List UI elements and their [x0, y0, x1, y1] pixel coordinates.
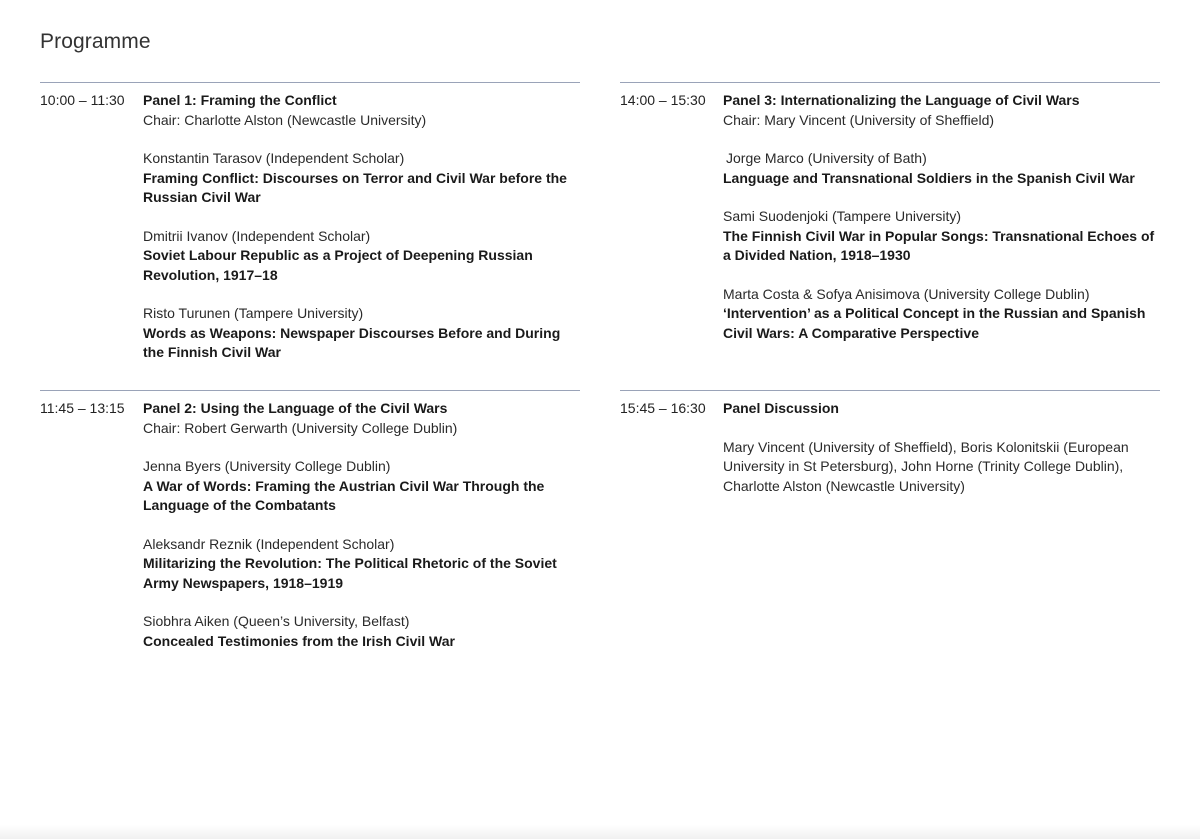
panel-chair: Chair: Charlotte Alston (Newcastle University) — [143, 111, 427, 128]
talk-item — [723, 285, 1163, 344]
session-time: 11:45 – 13:15 — [40, 400, 125, 416]
panel-title: Panel 3: Internationalizing the Language of Civil Wars — [723, 92, 1080, 108]
talk-title: Concealed Testimonies from the Irish Civil War — [143, 632, 455, 649]
panel-chair: Chair: Mary Vincent (University of Sheffield) — [723, 111, 995, 128]
page-bottom-edge — [0, 825, 1200, 839]
session-time: 15:45 – 16:30 — [620, 400, 706, 416]
session-content — [143, 399, 583, 651]
talk-title: Soviet Labour Republic as a Project of Deepening Russian Revolution, 1917–18 — [143, 247, 533, 283]
panel-title: Panel 1: Framing the Conflict — [143, 92, 337, 108]
talk-item — [143, 304, 583, 363]
session-panel-discussion — [620, 390, 1160, 494]
talk-title: The Finnish Civil War in Popular Songs: Transnational Echoes of a Divided Nation, 1918–1930 — [723, 227, 1155, 263]
talk-item — [143, 227, 583, 286]
session-content — [723, 91, 1163, 343]
talk-item — [143, 149, 583, 208]
talk-title: Language and Transnational Soldiers in the Spanish Civil War — [723, 169, 1135, 186]
session-panel-2 — [40, 390, 580, 649]
talk-item — [723, 149, 1163, 188]
talk-item — [143, 535, 583, 594]
talk-item — [723, 207, 1163, 266]
talk-speaker: Risto Turunen (Tampere University) — [143, 305, 364, 321]
talk-speaker: Konstantin Tarasov (Independent Scholar) — [143, 150, 405, 166]
session-time: 14:00 – 15:30 — [620, 92, 706, 108]
talk-speaker: Marta Costa & Sofya Anisimova (University College Dublin) — [723, 285, 1090, 302]
panel-discussants: Mary Vincent (University of Sheffield), Boris Kolonitskii (European University in St Petersburg), John Horne (Trinity College Dublin), Charlotte Alston (Newcastle University) — [723, 438, 1129, 494]
talk-title: ‘Intervention’ as a Political Concept in the Russian and Spanish Civil Wars: A Comparative Perspective — [723, 305, 1146, 341]
talk-speaker: Siobhra Aiken (Queen’s University, Belfast) — [143, 613, 410, 629]
session-content — [723, 399, 1163, 496]
session-content — [143, 91, 583, 363]
session-time: 10:00 – 11:30 — [40, 92, 125, 108]
talk-item — [143, 612, 583, 651]
session-panel-3 — [620, 82, 1160, 341]
talk-title: A War of Words: Framing the Austrian Civil War Through the Language of the Combatants — [143, 477, 545, 513]
talk-speaker: Dmitrii Ivanov (Independent Scholar) — [143, 227, 371, 244]
talk-title: Words as Weapons: Newspaper Discourses Before and During the Finnish Civil War — [143, 324, 561, 360]
talk-item — [143, 457, 583, 516]
talk-speaker: Sami Suodenjoki (Tampere University) — [723, 208, 962, 224]
panel-chair: Chair: Robert Gerwarth (University College Dublin) — [143, 419, 458, 436]
panel-title: Panel 2: Using the Language of the Civil Wars — [143, 400, 448, 416]
session-panel-1 — [40, 82, 580, 360]
talk-speaker: Jenna Byers (University College Dublin) — [143, 458, 391, 474]
talk-title: Militarizing the Revolution: The Political Rhetoric of the Soviet Army Newspapers, 1918–1919 — [143, 555, 557, 591]
talk-speaker: Aleksandr Reznik (Independent Scholar) — [143, 535, 395, 552]
panel-title: Panel Discussion — [723, 400, 839, 416]
talk-speaker: Jorge Marco (University of Bath) — [726, 150, 927, 166]
page-title: Programme — [40, 30, 151, 53]
talk-title: Framing Conflict: Discourses on Terror and Civil War before the Russian Civil War — [143, 169, 567, 205]
